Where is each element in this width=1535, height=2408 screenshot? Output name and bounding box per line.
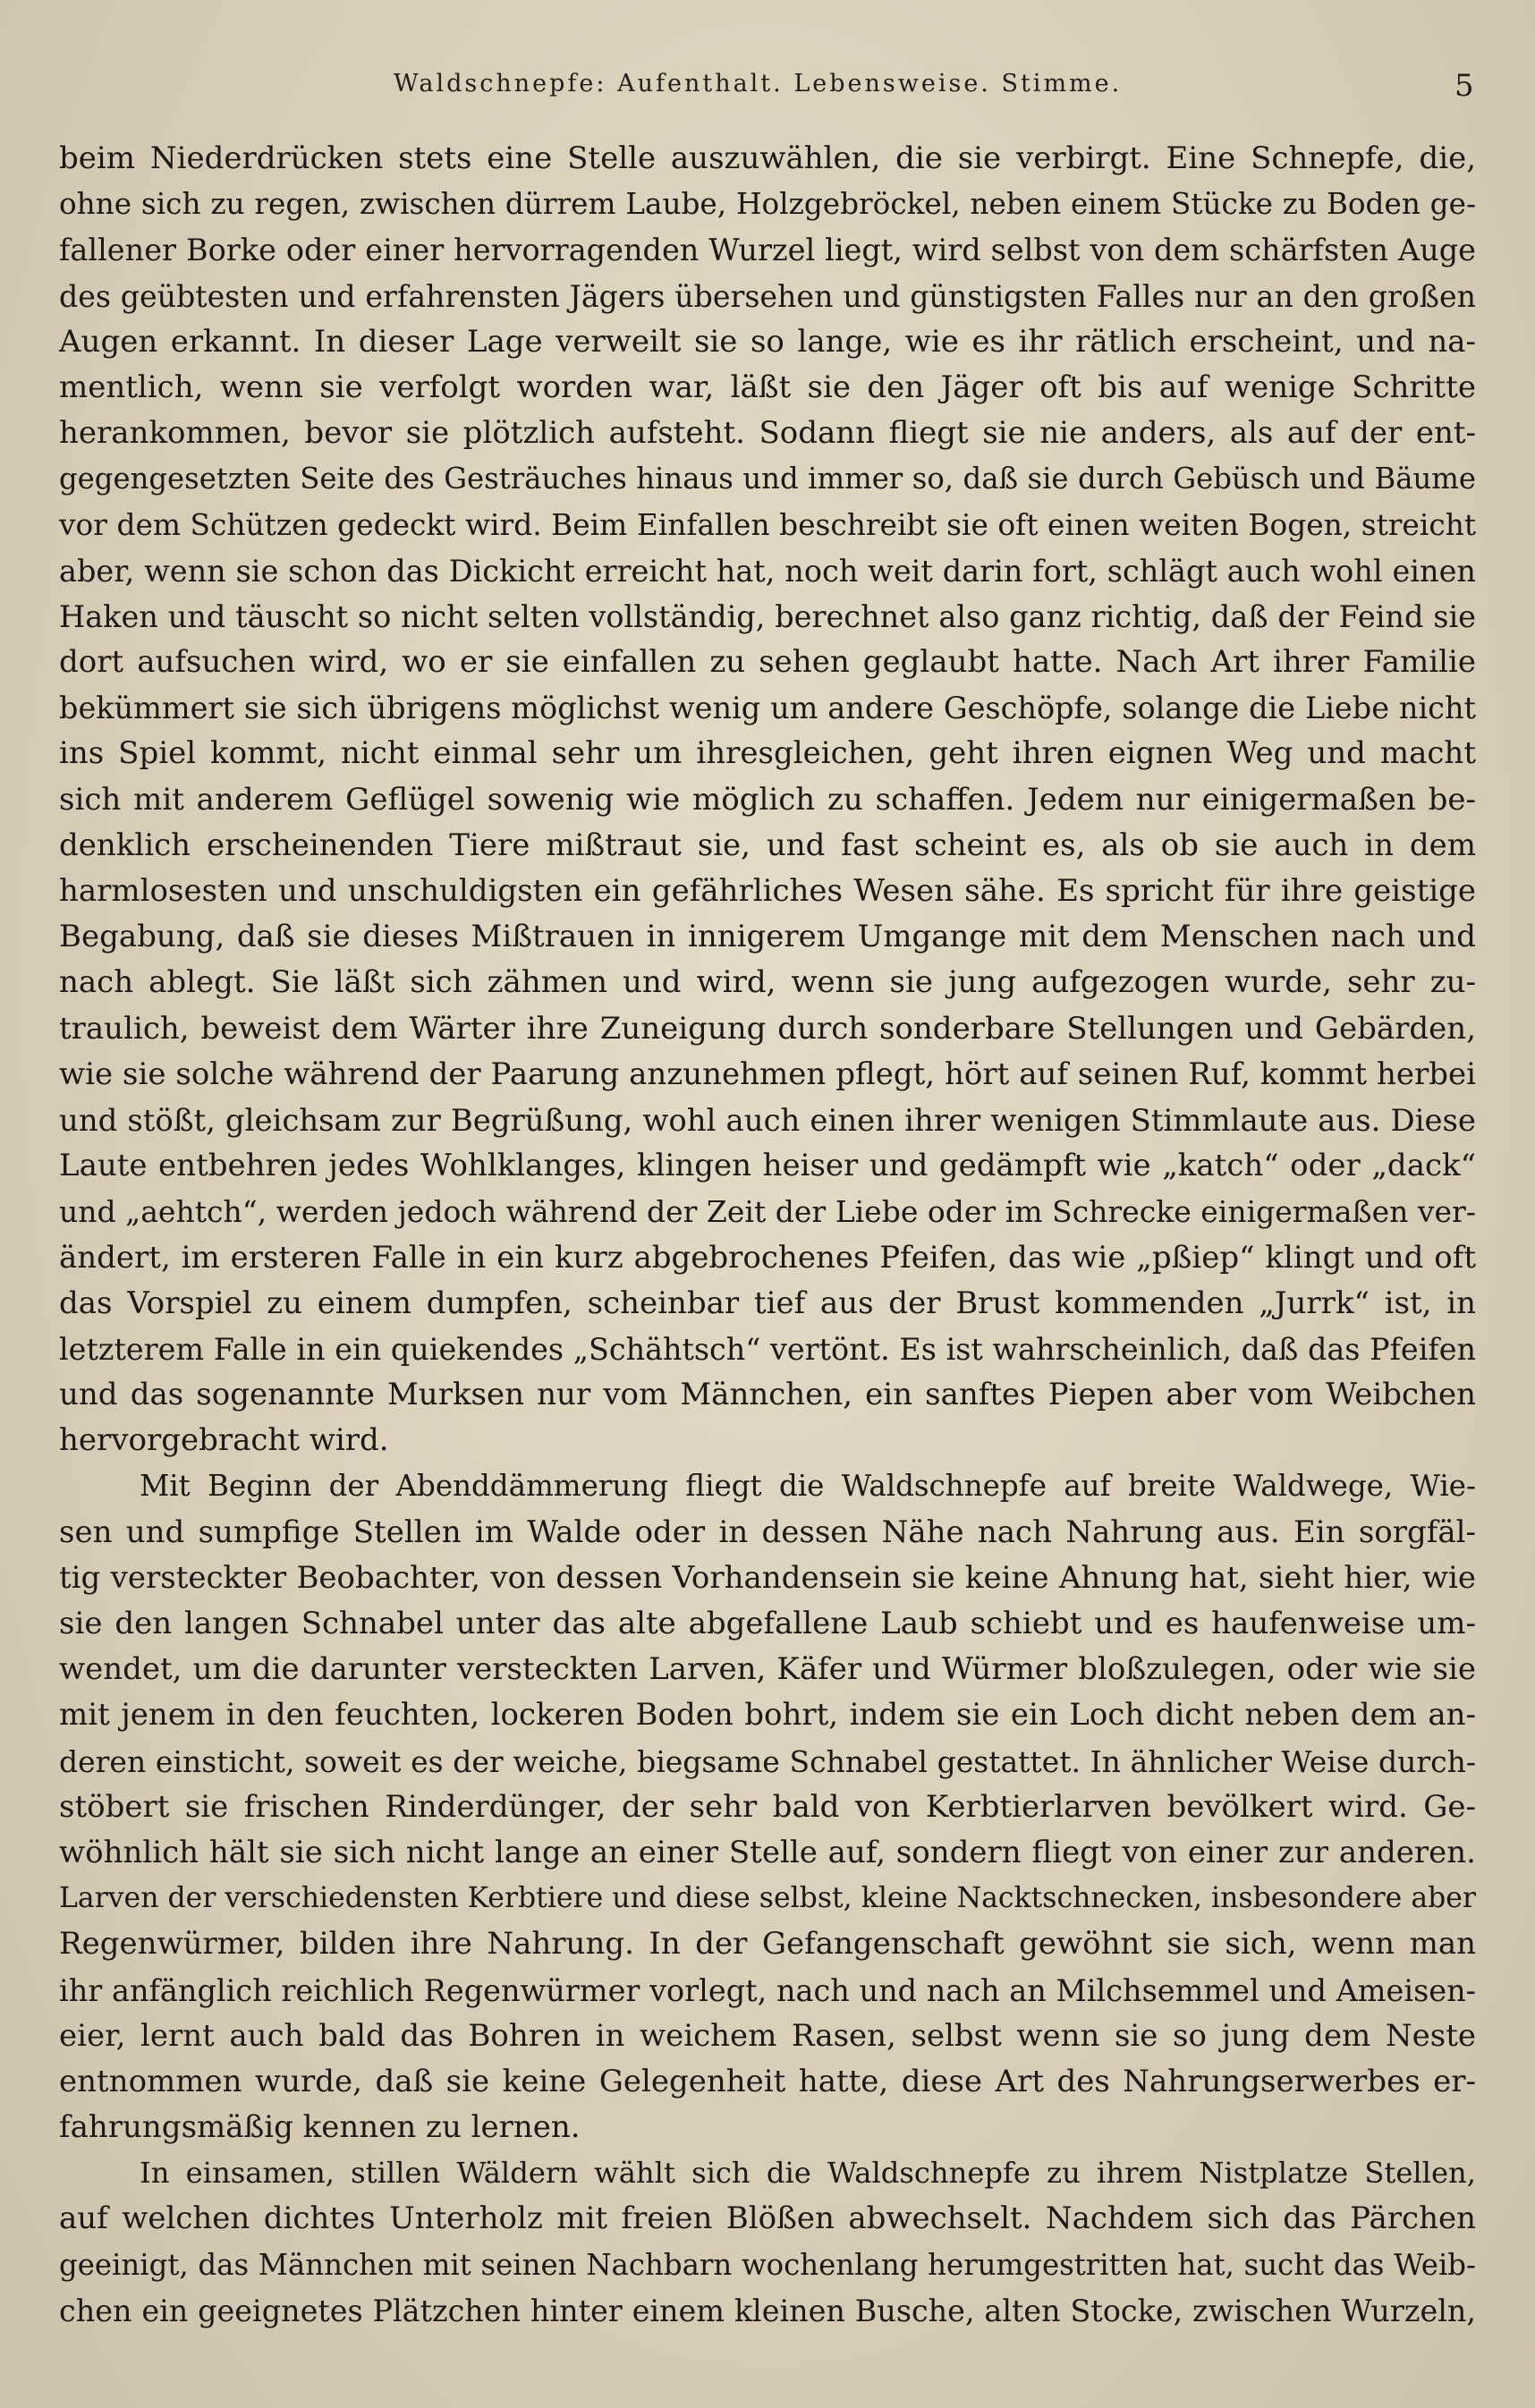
text-line: harmlosesten und unschuldigsten ein gefährliches Wesen sähe. Es spricht für ihre geistige [59,873,1476,909]
text-line: letzterem Falle in ein quiekendes „Schähtsch“ vertönt. Es ist wahrscheinlich, daß das Pfeifen [59,1331,1476,1367]
text-line: Haken und täuscht so nicht selten vollständig, berechnet also ganz richtig, daß der Feind sie [59,598,1476,634]
text-line: und „aehtch“, werden jedoch während der Zeit der Liebe oder im Schrecke einigermaßen ver- [59,1194,1476,1230]
body-text [59,136,1476,2334]
text-line: vor dem Schützen gedeckt wird. Beim Einfallen beschreibt sie oft einen weiten Bogen, streicht [59,507,1476,542]
text-line: eier, lernt auch bald das Bohren in weichem Rasen, selbst wenn sie so jung dem Neste [59,2017,1476,2054]
text-line: nach ablegt. Sie läßt sich zähmen und wird, wenn sie jung aufgezogen wurde, sehr zu- [59,964,1476,1001]
text-line: wendet, um die darunter versteckten Larven, Käfer und Würmer bloßzulegen, oder wie sie [59,1651,1476,1688]
text-line: stöbert sie frischen Rinderdünger, der sehr bald von Kerbtierlarven bevölkert wird. Ge- [59,1788,1476,1825]
text-line: Laute entbehren jedes Wohlklanges, klingen heiser und gedämpft wie „katch“ oder „dack“ [59,1148,1476,1184]
text-line: Regenwürmer, bilden ihre Nahrung. In der Gefangenschaft gewöhnt sie sich, wenn man [59,1926,1476,1963]
text-line: wöhnlich hält sie sich nicht lange an einer Stelle auf, sondern fliegt von einer zur anderen. [59,1834,1476,1870]
text-line: sich mit anderem Geflügel sowenig wie möglich zu schaffen. Jedem nur einigermaßen be- [59,781,1476,818]
text-line: sen und sumpfige Stellen im Walde oder in dessen Nähe nach Nahrung aus. Ein sorgfäl- [59,1513,1476,1550]
text-line: bekümmert sie sich übrigens möglichst wenig um andere Geschöpfe, solange die Liebe nicht [59,691,1476,726]
text-line: des geübtesten und erfahrensten Jägers übersehen und günstigsten Falles nur an den großen [59,278,1476,314]
page-number: 5 [1454,68,1474,104]
text-line: fallener Borke oder einer hervorragenden Wurzel liegt, wird selbst von dem schärfsten Auge [59,233,1476,268]
text-line: denklich erscheinenden Tiere mißtraut sie, und fast scheint es, als ob sie auch in dem [59,827,1476,863]
text-line: mentlich, wenn sie verfolgt worden war, läßt sie den Jäger oft bis auf wenige Schritte [59,369,1476,405]
text-line: fahrungsmäßig kennen zu lernen. [59,2109,581,2146]
text-line: hervorgebracht wird. [59,1422,389,1459]
text-line: auf welchen dichtes Unterholz mit freien Blößen abwechselt. Nachdem sich das Pärchen [59,2200,1476,2237]
text-line: beim Niederdrücken stets eine Stelle auszuwählen, die sie verbirgt. Eine Schnepfe, die, [59,140,1476,176]
text-line: Larven der verschiedensten Kerbtiere und diese selbst, kleine Nacktschnecken, insbesondere aber [59,1882,1476,1915]
text-line: deren einsticht, soweit es der weiche, biegsame Schnabel gestattet. In ähnlicher Weise durch- [59,1743,1476,1779]
text-line: Augen erkannt. In dieser Lage verweilt sie so lange, wie es ihr rätlich erscheint, und na- [59,323,1476,360]
text-line: mit jenem in den feuchten, lockeren Boden bohrt, indem sie ein Loch dicht neben dem an- [59,1697,1476,1734]
text-line: dort aufsuchen wird, wo er sie einfallen zu sehen geglaubt hatte. Nach Art ihrer Familie [59,644,1476,681]
text-line: ohne sich zu regen, zwischen dürrem Laube, Holzgebröckel, neben einem Stücke zu Boden ge- [59,187,1476,222]
text-line: sie den langen Schnabel unter das alte abgefallene Laub schiebt und es haufenweise um- [59,1606,1476,1641]
text-line: geeinigt, das Männchen mit seinen Nachbarn wochenlang herumgestritten hat, sucht das Weib- [59,2247,1476,2282]
text-line: tig versteckter Beobachter, von dessen Vorhandensein sie keine Ahnung hat, sieht hier, wie [59,1559,1476,1596]
running-head [0,70,1535,114]
text-line: gegengesetzten Seite des Gesträuches hinaus und immer so, daß sie durch Gebüsch und Bäume [59,462,1476,496]
text-line: chen ein geeignetes Plätzchen hinter einem kleinen Busche, alten Stocke, zwischen Wurzeln, [59,2293,1476,2328]
text-line: wie sie solche während der Paarung anzunehmen pflegt, hört auf seinen Ruf, kommt herbei [59,1056,1476,1092]
text-line: das Vorspiel zu einem dumpfen, scheinbar tief aus der Brust kommenden „Jurrk“ ist, in [59,1285,1476,1321]
text-line: Begabung, daß sie dieses Mißtrauen in innigerem Umgange mit dem Menschen nach und [59,919,1476,955]
text-line: Mit Beginn der Abenddämmerung fliegt die Waldschnepfe auf breite Waldwege, Wie- [140,1469,1476,1504]
text-line: aber, wenn sie schon das Dickicht erreicht hat, noch weit darin fort, schlägt auch wohl einen [59,553,1476,589]
text-line: entnommen wurde, daß sie keine Gelegenheit hatte, diese Art des Nahrungserwerbes er- [59,2063,1476,2099]
text-line: In einsamen, stillen Wäldern wählt sich die Waldschnepfe zu ihrem Nistplatze Stellen, [140,2156,1476,2191]
text-line: ändert, im ersteren Falle in ein kurz abgebrochenes Pfeifen, das wie „pßiep“ klingt und oft [59,1239,1476,1276]
text-line: traulich, beweist dem Wärter ihre Zuneigung durch sonderbare Stellungen und Gebärden, [59,1010,1476,1047]
running-title: Waldschnepfe: Aufenthalt. Lebensweise. Stimme. [394,70,1123,98]
text-line: ins Spiel kommt, nicht einmal sehr um ihresgleichen, geht ihren eignen Weg und macht [59,735,1476,772]
text-line: herankommen, bevor sie plötzlich aufsteht. Sodann fliegt sie nie anders, als auf der ent- [59,415,1476,452]
text-line: und das sogenannte Murksen nur vom Männchen, ein sanftes Piepen aber vom Weibchen [59,1377,1476,1413]
text-line: und stößt, gleichsam zur Begrüßung, wohl auch einen ihrer wenigen Stimmlaute aus. Diese [59,1102,1476,1138]
text-line: ihr anfänglich reichlich Regenwürmer vorlegt, nach und nach an Milchsemmel und Ameisen- [59,1972,1476,2008]
